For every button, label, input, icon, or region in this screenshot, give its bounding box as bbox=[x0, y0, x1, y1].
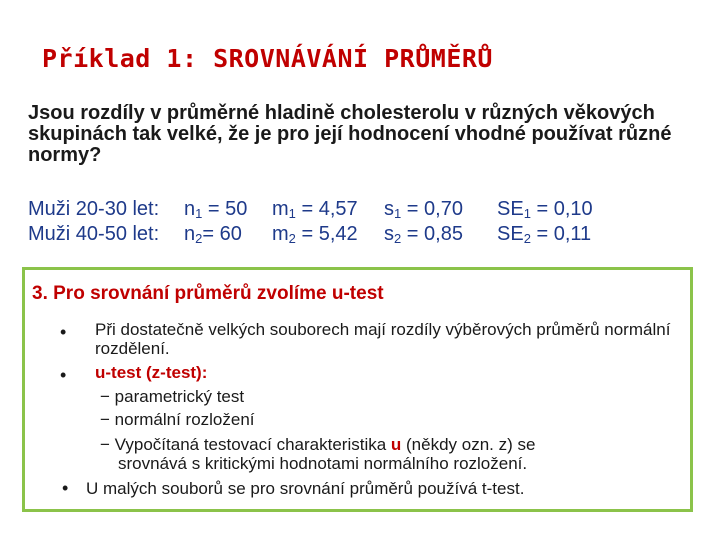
s-values bbox=[384, 197, 463, 247]
se-value-2: $SE_2 = 0,11$ bbox=[497, 223, 592, 246]
bullet-marker: • bbox=[60, 365, 67, 385]
se-value-1: $SE_1 = 0,10$ bbox=[497, 198, 593, 221]
bullet-2-text: u-test (z-test): bbox=[95, 363, 208, 382]
bullet-marker: • bbox=[62, 478, 69, 498]
sub-item-2: − normální rozložení bbox=[100, 410, 255, 429]
m-values bbox=[272, 197, 358, 247]
sub-item-1: − parametrický test bbox=[100, 387, 245, 406]
group-label-2: Muži 40-50 let: bbox=[28, 223, 160, 245]
group-labels bbox=[28, 197, 159, 247]
se-values bbox=[497, 197, 593, 247]
sub-item-3: − Vypočítaná testovací charakteristika u (někdy ozn. z) se bbox=[100, 435, 536, 454]
n-value-2: $n_2= 60$ bbox=[184, 223, 242, 246]
m-value-1: $m_1 = 4,57$ bbox=[272, 198, 358, 221]
section-heading: 3. Pro srovnání průměrů zvolíme u-test bbox=[32, 283, 384, 304]
sub-item-3-continuation: srovnává s kritickými hodnotami normálního rozložení. bbox=[118, 454, 528, 473]
bullet-3-text: U malých souborů se pro srovnání průměrů používá t-test. bbox=[86, 479, 525, 498]
group-label-1: Muži 20-30 let: bbox=[28, 198, 160, 220]
n-values bbox=[184, 197, 247, 247]
s-value-1: $s_1 = 0,70$ bbox=[384, 198, 463, 221]
bullet-marker: • bbox=[60, 322, 67, 342]
s-value-2: $s_2 = 0,85$ bbox=[384, 223, 463, 246]
m-value-2: $m_2 = 5,42$ bbox=[272, 223, 358, 246]
slide-title: Příklad 1: SROVNÁVÁNÍ PRŮMĚRŮ bbox=[42, 44, 493, 73]
n-value-1: $n_1 = 50$ bbox=[184, 198, 248, 221]
question-text: Jsou rozdíly v průměrné hladině cholesterolu v různých věkových skupinách tak velké, že je pro její hodnocení vhodné používat různé normy? bbox=[28, 102, 672, 166]
bullet-1-text: Při dostatečně velkých souborech mají rozdíly výběrových průměrů normální rozdělení. bbox=[95, 320, 671, 358]
